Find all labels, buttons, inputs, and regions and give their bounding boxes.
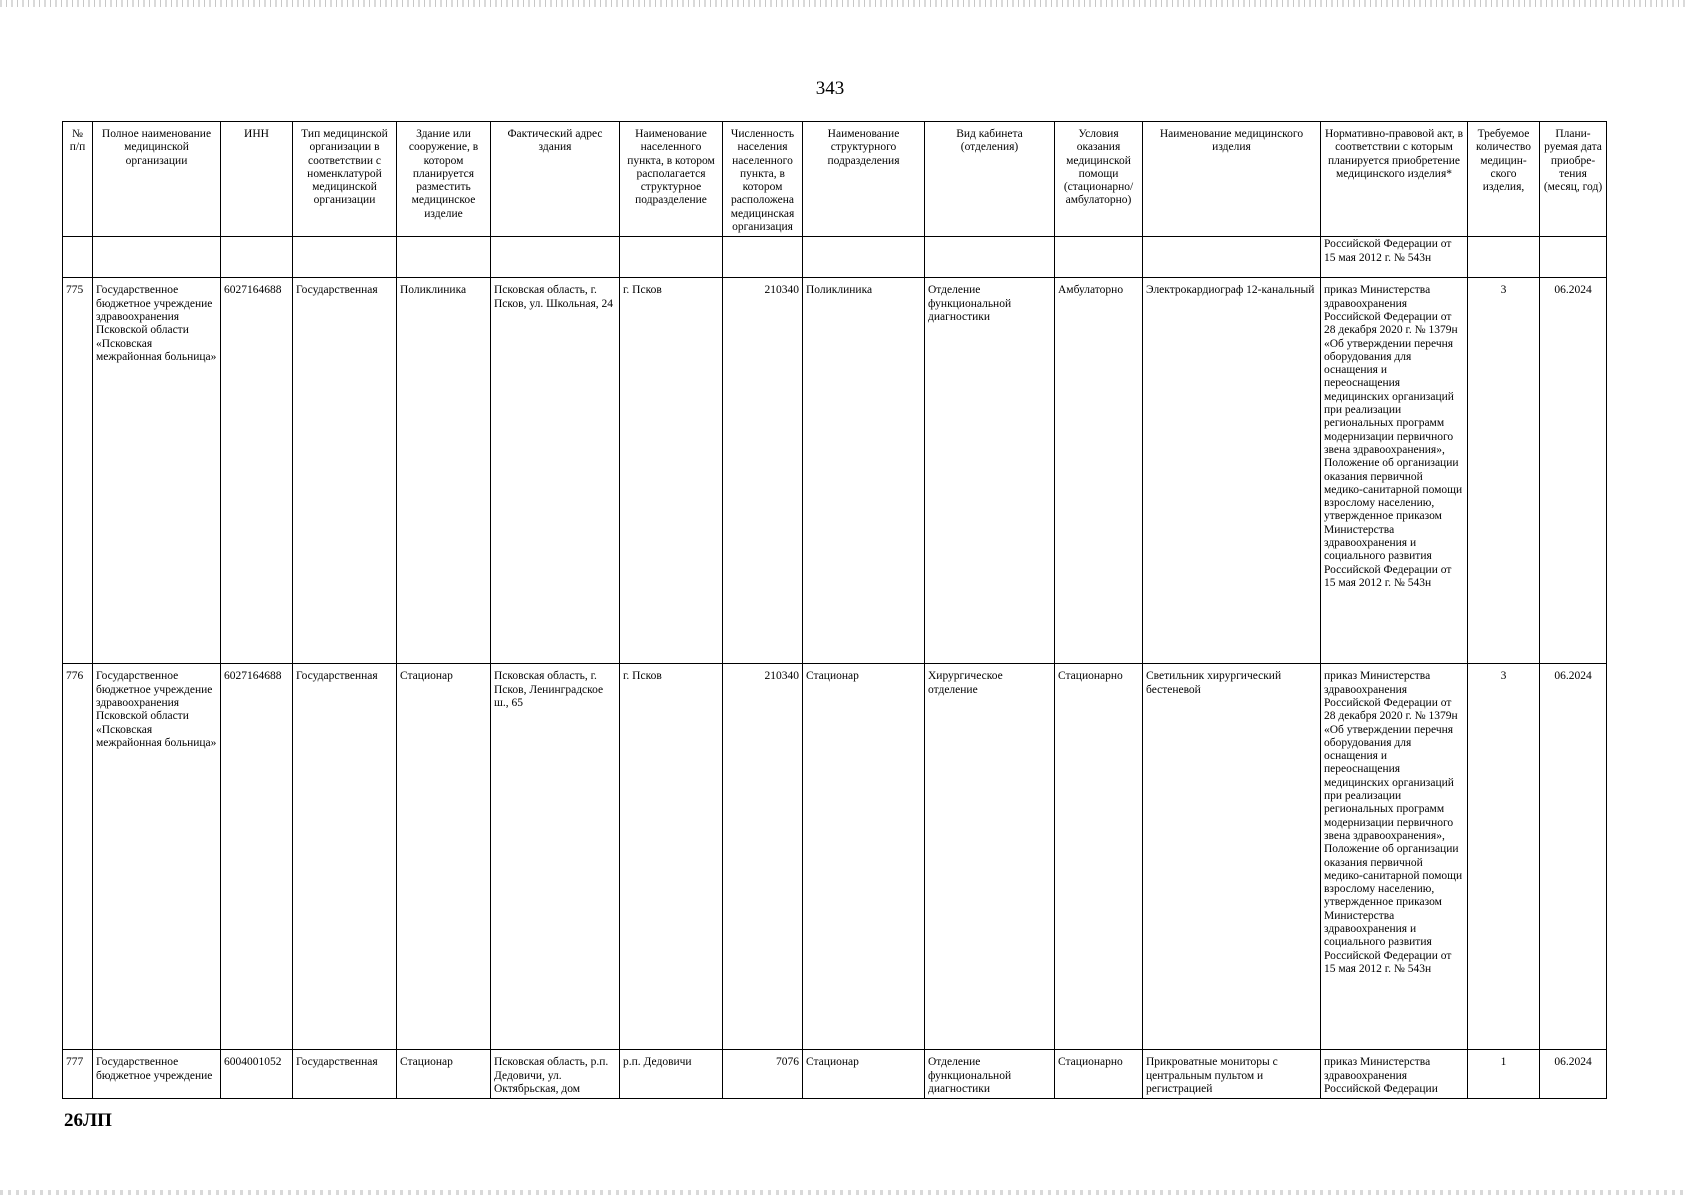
page-number: 343	[815, 78, 845, 99]
col-header-num: № п/п	[63, 122, 93, 237]
cell-num: 775	[63, 278, 93, 664]
cell-org: Государственное бюджетное учреждение здравоохранения Псковской области «Псковская межрайонная больница»	[93, 664, 221, 1050]
cell-num: 777	[63, 1050, 93, 1099]
table-row	[63, 664, 1607, 1050]
medical-equipment-table	[62, 121, 1607, 1099]
col-header-qty: Требуемое количество медицин-ского изделия,	[1468, 122, 1540, 237]
cell-cabinet: Хирургическое отделение	[925, 664, 1055, 1050]
cell-conditions: Стационарно	[1055, 664, 1143, 1050]
cell-inn: 6027164688	[221, 664, 293, 1050]
cell-org: Государственное бюджетное учреждение здравоохранения Псковской области «Псковская межрайонная больница»	[93, 278, 221, 664]
table-header-row	[63, 122, 1607, 237]
cell-qty: 1	[1468, 1050, 1540, 1099]
cell-unit: Поликлиника	[803, 278, 925, 664]
cell-device: Прикроватные мониторы с центральным пультом и регистрацией	[1143, 1050, 1321, 1099]
document-code: 26ЛП	[64, 1110, 112, 1131]
cell-address: Псковская область, р.п. Дедовичи, ул. Октябрьская, дом	[491, 1050, 620, 1099]
scan-edge-top	[0, 0, 1686, 7]
cell-locality: г. Псков	[620, 664, 723, 1050]
col-header-inn: ИНН	[221, 122, 293, 237]
cell-cabinet: Отделение функциональной диагностики	[925, 278, 1055, 664]
cell-date: 06.2024	[1540, 664, 1607, 1050]
col-header-org: Полное наименование медицинской организации	[93, 122, 221, 237]
cell-building: Поликлиника	[397, 278, 491, 664]
cell-locality: р.п. Дедовичи	[620, 1050, 723, 1099]
cell-device: Электрокардиограф 12-канальный	[1143, 278, 1321, 664]
col-header-date: Плани-руемая дата приобре-тения (месяц, год)	[1540, 122, 1607, 237]
cell-type: Государственная	[293, 1050, 397, 1099]
cell-org: Государственное бюджетное учреждение	[93, 1050, 221, 1099]
cell-device: Светильник хирургический бестеневой	[1143, 664, 1321, 1050]
cell-inn: 6004001052	[221, 1050, 293, 1099]
cell-unit: Стационар	[803, 1050, 925, 1099]
cell-cabinet: Отделение функциональной диагностики	[925, 1050, 1055, 1099]
col-header-population: Численность населения населенного пункта, в котором расположена медицинская организация	[723, 122, 803, 237]
cell-act: приказ Министерства здравоохранения Российской Федерации от 28 декабря 2020 г. № 1379н «Об утверждении перечня оборудования для оснащения и переоснащения медицинских организаций при реализации региональных программ модернизации первичного звена здравоохранения», Положение об организации оказания первичной медико-санитарной помощи взрослому населению, утвержденное приказом Министерства здравоохранения и социального развития Российской Федерации от 15 мая 2012 г. № 543н	[1321, 664, 1468, 1050]
continuation-act-cell: Российской Федерации от 15 мая 2012 г. № 543н	[1321, 237, 1468, 278]
col-header-cabinet: Вид кабинета (отделения)	[925, 122, 1055, 237]
cell-type: Государственная	[293, 278, 397, 664]
col-header-building: Здание или сооружение, в котором планируется разместить медицинское изделие	[397, 122, 491, 237]
cell-conditions: Стационарно	[1055, 1050, 1143, 1099]
cell-population: 7076	[723, 1050, 803, 1099]
table-row-continuation	[63, 237, 1607, 278]
col-header-locality: Наименование населенного пункта, в котором располагается структурное подразделение	[620, 122, 723, 237]
cell-qty: 3	[1468, 278, 1540, 664]
cell-population: 210340	[723, 664, 803, 1050]
cell-building: Стационар	[397, 1050, 491, 1099]
cell-act: приказ Министерства здравоохранения Российской Федерации	[1321, 1050, 1468, 1099]
cell-population: 210340	[723, 278, 803, 664]
table-row	[63, 278, 1607, 664]
col-header-conditions: Условия оказания медицинской помощи (стационарно/ амбулаторно)	[1055, 122, 1143, 237]
cell-act: приказ Министерства здравоохранения Российской Федерации от 28 декабря 2020 г. № 1379н «Об утверждении перечня оборудования для оснащения и переоснащения медицинских организаций при реализации региональных программ модернизации первичного звена здравоохранения», Положение об организации оказания первичной медико-санитарной помощи взрослому населению, утвержденное приказом Министерства здравоохранения и социального развития Российской Федерации от 15 мая 2012 г. № 543н	[1321, 278, 1468, 664]
col-header-device: Наименование медицинского изделия	[1143, 122, 1321, 237]
cell-address: Псковская область, г. Псков, Ленинградское ш., 65	[491, 664, 620, 1050]
cell-inn: 6027164688	[221, 278, 293, 664]
cell-date: 06.2024	[1540, 278, 1607, 664]
cell-conditions: Амбулаторно	[1055, 278, 1143, 664]
cell-date: 06.2024	[1540, 1050, 1607, 1099]
table-row	[63, 1050, 1607, 1099]
col-header-address: Фактический адрес здания	[491, 122, 620, 237]
cell-num: 776	[63, 664, 93, 1050]
cell-building: Стационар	[397, 664, 491, 1050]
cell-locality: г. Псков	[620, 278, 723, 664]
cell-qty: 3	[1468, 664, 1540, 1050]
cell-type: Государственная	[293, 664, 397, 1050]
col-header-type: Тип медицинской организации в соответствии с номенклатурой медицинской организации	[293, 122, 397, 237]
col-header-unit: Наименование структурного подразделения	[803, 122, 925, 237]
scan-edge-bottom	[0, 1190, 1686, 1195]
cell-address: Псковская область, г. Псков, ул. Школьная, 24	[491, 278, 620, 664]
col-header-act: Нормативно-правовой акт, в соответствии с которым планируется приобретение медицинского изделия*	[1321, 122, 1468, 237]
cell-unit: Стационар	[803, 664, 925, 1050]
